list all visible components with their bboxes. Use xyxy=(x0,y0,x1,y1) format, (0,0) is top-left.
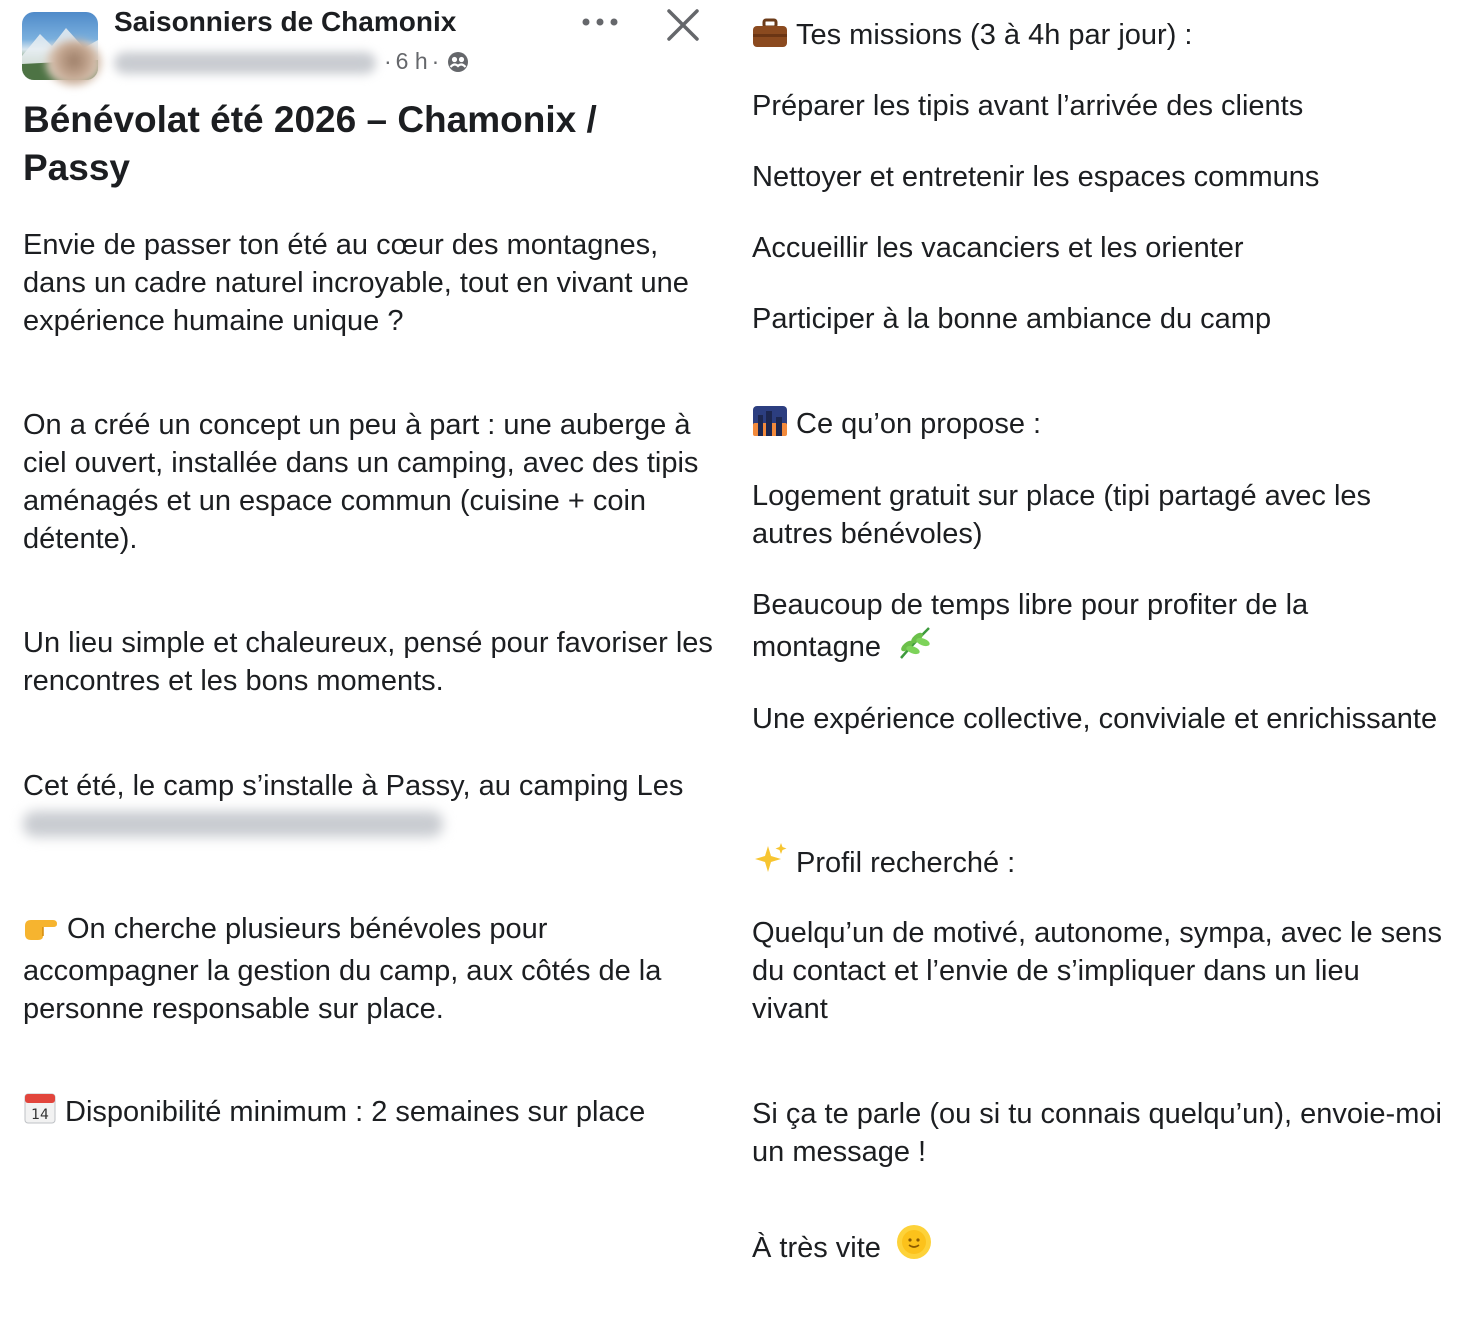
place-paragraph: Un lieu simple et chaleureux, pensé pour favoriser les rencontres et les bons moments. xyxy=(23,627,713,697)
meta-separator: · xyxy=(384,48,392,74)
concept-paragraph: On a créé un concept un peu à part : une auberge à ciel ouvert, installée dans un camping, avec des tipis aménagés et un espace commun (cuisine + coin détente). xyxy=(23,409,699,555)
post-title: Bénévolat été 2026 – Chamonix / Passy xyxy=(23,99,597,188)
author-avatar[interactable] xyxy=(46,40,102,86)
cta-text: Si ça te parle (ou si tu connais quelqu’un), envoie-moi un message ! xyxy=(752,1098,1442,1168)
close-button[interactable] xyxy=(662,6,704,44)
location-text: Cet été, le camp s’installe à Passy, au camping Les xyxy=(23,770,684,802)
post-meta xyxy=(380,48,469,75)
signoff-text: À très vite xyxy=(752,1232,881,1264)
city-sunset-icon xyxy=(752,405,788,447)
offer-heading-text: Ce qu’on propose : xyxy=(796,408,1042,440)
offer-item-text: Beaucoup de temps libre pour profiter de la montagne xyxy=(752,589,1309,663)
offer-item xyxy=(752,586,1442,670)
svg-text:14: 14 xyxy=(31,1107,49,1123)
close-icon xyxy=(662,6,704,44)
mission-item: Accueillir les vacanciers et les orienter xyxy=(752,232,1244,264)
more-options-button[interactable] xyxy=(578,6,622,38)
pointing-hand-icon xyxy=(23,912,59,952)
volunteers-text: On cherche plusieurs bénévoles pour accompagner la gestion du camp, aux côtés de la personne responsable sur place. xyxy=(23,913,662,1025)
calendar-icon xyxy=(23,1091,57,1135)
sun-face-icon xyxy=(895,1223,933,1271)
offer-item: Logement gratuit sur place (tipi partagé avec les autres bénévoles) xyxy=(752,480,1372,550)
offer-heading xyxy=(752,405,1442,447)
profile-heading xyxy=(752,842,1442,886)
mission-item: Participer à la bonne ambiance du camp xyxy=(752,303,1272,335)
briefcase-icon xyxy=(752,18,788,58)
mission-item: Nettoyer et entretenir les espaces communs xyxy=(752,161,1320,193)
profile-text: Quelqu’un de motivé, autonome, sympa, avec le sens du contact et l’envie de s’impliquer dans un lieu vivant xyxy=(752,917,1442,1025)
volunteers-paragraph xyxy=(23,910,713,1028)
missions-heading-text: Tes missions (3 à 4h par jour) : xyxy=(796,19,1193,51)
mission-item: Préparer les tipis avant l’arrivée des clients xyxy=(752,90,1304,122)
availability-text: Disponibilité minimum : 2 semaines sur place xyxy=(65,1096,646,1128)
group-privacy-icon[interactable] xyxy=(447,51,469,73)
post-left-panel xyxy=(0,0,720,1317)
meta-separator: · xyxy=(431,48,440,74)
herb-icon xyxy=(895,624,933,670)
location-redacted xyxy=(23,811,443,837)
more-options-icon xyxy=(578,6,622,38)
missions-heading xyxy=(752,16,1442,58)
signoff xyxy=(752,1223,1442,1271)
post-time[interactable]: 6 h xyxy=(395,48,428,74)
offer-item: Une expérience collective, conviviale et enrichissante xyxy=(752,703,1438,735)
intro-paragraph: Envie de passer ton été au cœur des montagnes, dans un cadre naturel incroyable, tout en vivant une expérience humaine unique ? xyxy=(23,229,689,337)
location-paragraph xyxy=(23,767,713,837)
author-name-redacted[interactable] xyxy=(114,52,376,74)
availability-paragraph xyxy=(23,1091,713,1135)
sparkles-icon xyxy=(752,842,788,886)
group-name-link[interactable]: Saisonniers de Chamonix xyxy=(114,6,457,37)
profile-heading-text: Profil recherché : xyxy=(796,847,1016,879)
